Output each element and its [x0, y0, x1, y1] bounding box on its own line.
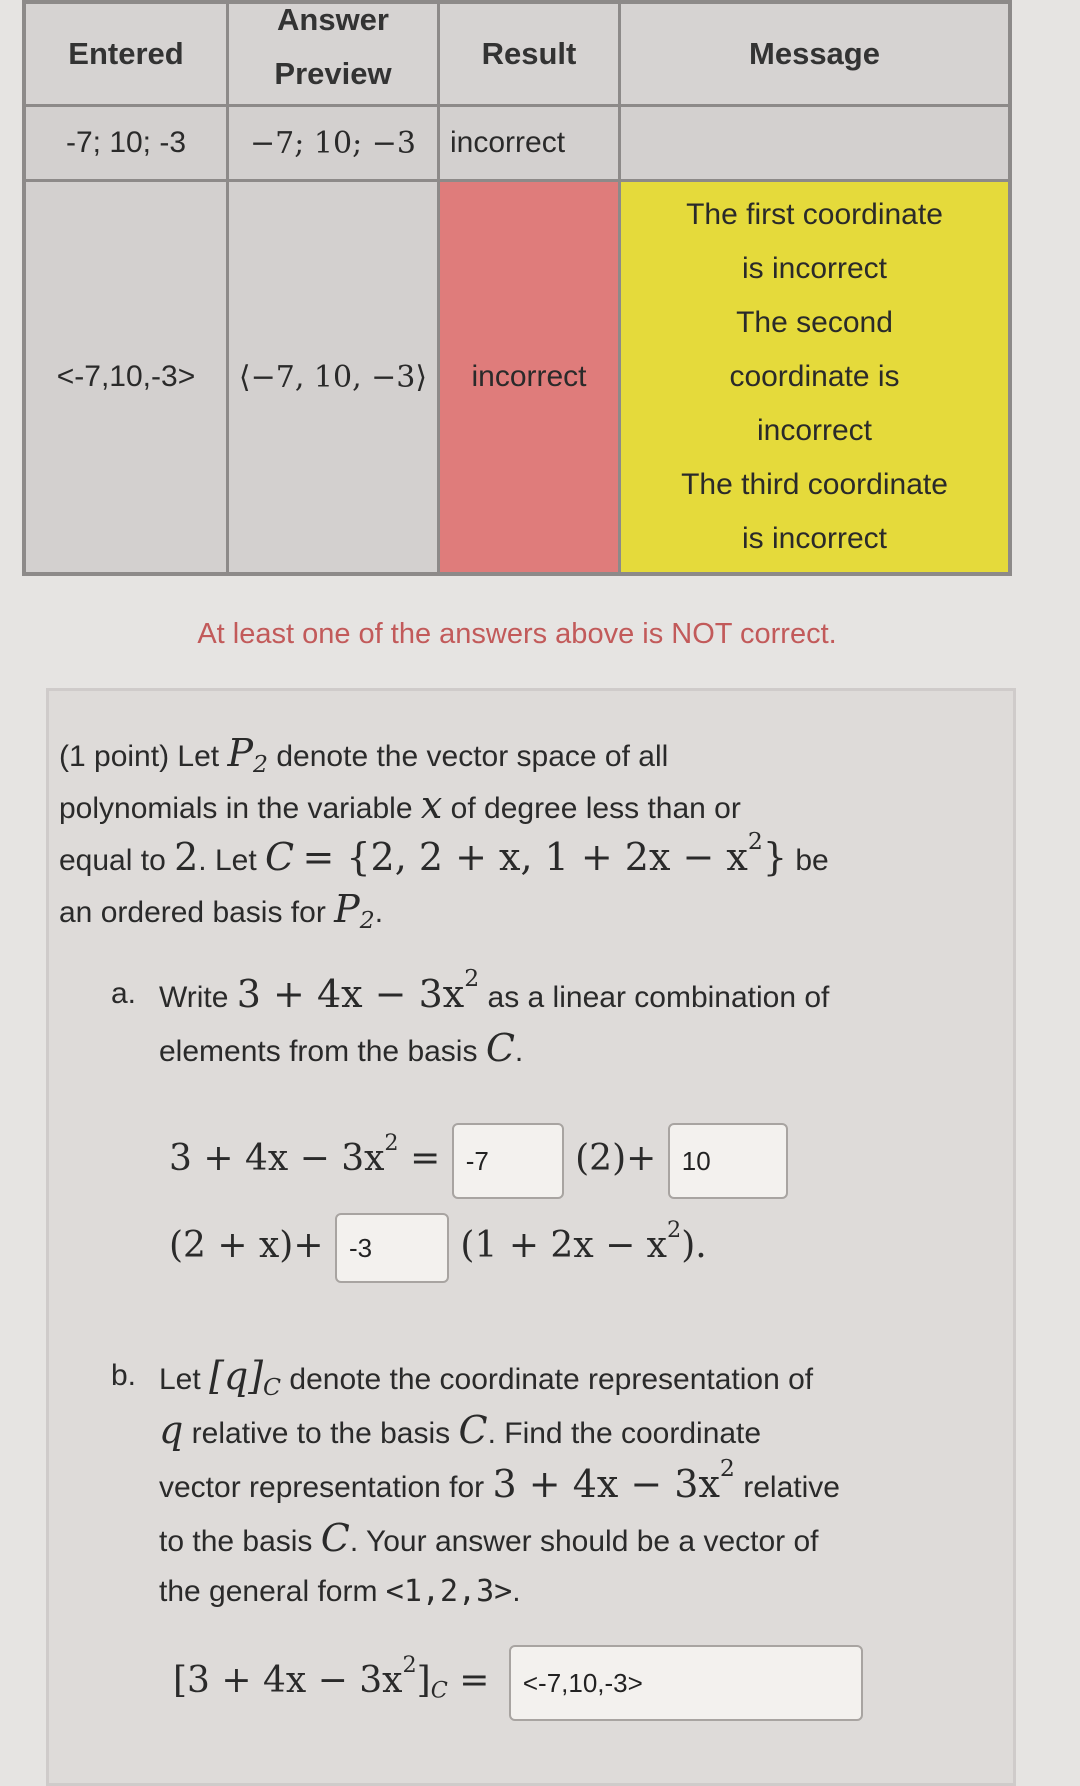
space-symbol-letter: P — [334, 887, 360, 931]
part-a-write: Write — [159, 981, 229, 1014]
part-b-poly — [492, 1453, 735, 1506]
header-message: Message — [620, 2, 1011, 106]
intro-text-2b: of degree less than or — [450, 792, 741, 825]
part-a-poly — [236, 963, 480, 1016]
part-b-text-3: vector representation for — [159, 1471, 485, 1504]
part-b — [111, 1351, 1019, 1617]
basis-set-close: } — [762, 835, 788, 879]
status-message: At least one of the answers above is NOT correct. — [197, 618, 837, 650]
part-b-eq-equals: = — [447, 1660, 490, 1701]
header-answer-preview-line2: Preview — [274, 56, 392, 91]
header-entered: Entered — [24, 2, 228, 106]
result-cell: incorrect — [439, 106, 620, 181]
part-b-basis: C — [458, 1408, 488, 1452]
part-b-text-1: denote the coordinate representation of — [289, 1363, 814, 1396]
basis-set — [302, 826, 788, 879]
problem-intro: (1 point) Let $P_2$ denote the vector space of all polynomials in the variable x of degree less than or equal to 2. Let C = {2, 2 + x, $1 + 2x - x^2$} be an ordered basis for $P_2$. — [59, 731, 829, 934]
part-a-eq-equals: = — [398, 1138, 441, 1179]
part-a-term-1: (2)+ — [575, 1138, 657, 1179]
part-b-equation — [173, 1645, 863, 1721]
header-answer-preview-line1: Answer — [277, 2, 389, 37]
coord-notation — [209, 1354, 282, 1401]
results-header-row — [24, 2, 1010, 106]
part-a-term-2: (2 + x)+ — [169, 1225, 324, 1266]
message-line: The second — [736, 306, 893, 339]
part-a-equation-line2 — [169, 1213, 707, 1283]
intro-text-3a: equal to — [59, 844, 166, 877]
part-a-text-2: elements from the basis — [159, 1035, 478, 1068]
part-b-eq-lhs-close: ] — [416, 1660, 431, 1701]
space-subscript: 2 — [253, 749, 269, 778]
part-a-label: a. — [111, 977, 137, 1010]
intro-text-1: denote the vector space of all — [276, 740, 669, 773]
part-b-text-2b: . Find the coordinate — [487, 1417, 762, 1450]
variable-x: x — [420, 783, 443, 827]
part-a-term-3-exp: 2 — [666, 1216, 682, 1243]
space-symbol — [334, 887, 375, 934]
part-a-term-3-body: (1 + 2x − x — [460, 1225, 667, 1266]
message-cell — [620, 181, 1011, 575]
part-a-eq-lhs: 3 + 4x − 3x — [169, 1138, 385, 1179]
message-line: The third coordinate — [681, 468, 948, 501]
entered-cell: <-7,10,-3> — [24, 181, 228, 575]
part-a-term-3 — [460, 1216, 707, 1266]
space-symbol-letter: P — [227, 731, 254, 775]
intro-let: Let — [177, 740, 220, 773]
message-line: incorrect — [756, 414, 873, 447]
result-cell: incorrect — [439, 181, 620, 575]
problem-points: (1 point) — [59, 740, 170, 773]
basis-set-body: = {2, 2 + x, 1 + 2x − x — [302, 835, 748, 879]
header-answer-preview — [228, 2, 439, 106]
part-b-example: <1,2,3> — [385, 1574, 513, 1609]
coord-notation-body: [q] — [209, 1354, 264, 1398]
message-line: The first coordinate — [686, 198, 943, 231]
part-b-text-5: the general form — [159, 1575, 378, 1608]
problem-panel — [46, 688, 1016, 1786]
part-b-eq-lhs: [3 + 4x − 3x — [173, 1660, 403, 1701]
entered-cell: -7; 10; -3 — [24, 106, 228, 181]
results-table — [22, 0, 1012, 576]
preview-cell: ⟨−7, 10, −3⟩ — [228, 181, 439, 575]
coefficient-input-1[interactable]: -7 — [452, 1123, 564, 1199]
part-b-text-4: to the basis — [159, 1525, 313, 1558]
part-b-text-4b: . Your answer should be a vector of — [349, 1525, 819, 1558]
coefficient-input-3[interactable]: -3 — [335, 1213, 449, 1283]
intro-text-3c: be — [795, 844, 829, 877]
part-b-label: b. — [111, 1359, 137, 1392]
part-b-poly-body: 3 + 4x − 3x — [492, 1462, 720, 1506]
part-a-eq-lhs-exp: 2 — [384, 1129, 399, 1156]
part-a-poly-exp: 2 — [464, 963, 480, 992]
table-row — [24, 106, 1010, 181]
part-b-text-2: relative to the basis — [191, 1417, 451, 1450]
part-b-text-3b: relative — [743, 1471, 840, 1504]
message-line: is incorrect — [741, 522, 888, 555]
part-b-eq-sub: C — [430, 1677, 448, 1704]
preview-cell: −7; 10; −3 — [228, 106, 439, 181]
part-a-poly-body: 3 + 4x − 3x — [236, 972, 465, 1016]
intro-text-4: an ordered basis for — [59, 896, 326, 929]
table-row — [24, 181, 1010, 575]
part-a: a. Write $3 + 4x - 3x^2$ as a linear combination of elements from the basis C. — [111, 963, 830, 1070]
part-a-text-1: as a linear combination of — [487, 981, 830, 1014]
coefficient-input-2[interactable]: 10 — [668, 1123, 788, 1199]
intro-text-2a: polynomials in the variable — [59, 792, 413, 825]
space-subscript: 2 — [359, 905, 375, 934]
coordinate-vector-input[interactable]: <-7,10,-3> — [509, 1645, 863, 1721]
part-a-equation-line1 — [169, 1123, 788, 1199]
degree-value: 2 — [174, 835, 199, 879]
message-line: is incorrect — [741, 252, 888, 285]
part-b-let: Let — [159, 1363, 201, 1396]
basis-symbol: C — [265, 835, 295, 879]
header-result: Result — [439, 2, 620, 106]
basis-set-exponent: 2 — [747, 826, 763, 855]
part-b-poly-exp: 2 — [719, 1453, 735, 1482]
part-a-term-3-close: ). — [681, 1225, 707, 1266]
part-b-eq-lhs-exp: 2 — [402, 1651, 417, 1678]
coord-notation-sub: C — [263, 1372, 282, 1401]
part-b-basis-2: C — [320, 1516, 350, 1560]
part-b-q: q — [159, 1408, 184, 1452]
part-a-basis: C — [485, 1026, 515, 1070]
intro-text-3b: . Let — [198, 844, 257, 877]
message-line: coordinate is — [729, 360, 900, 393]
part-b-text-5b: . — [512, 1575, 521, 1608]
space-symbol — [227, 731, 269, 778]
message-cell — [620, 106, 1011, 181]
